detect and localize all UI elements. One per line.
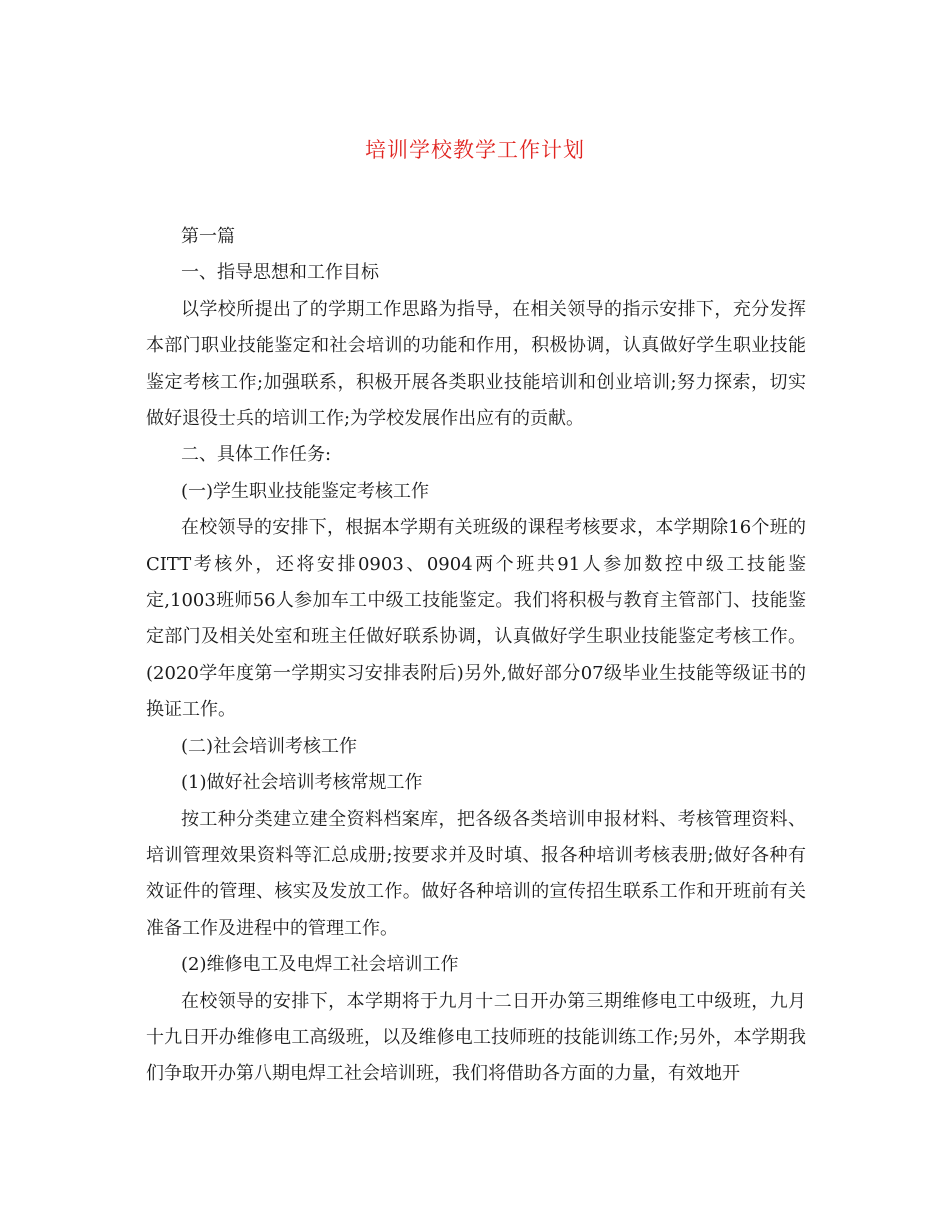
item-heading: (1)做好社会培训考核常规工作 xyxy=(181,772,423,794)
body-paragraph: 在校领导的安排下，本学期将于九月十二日开办第三期维修电工中级班，九月十九日开办维修电工高级班，以及维修电工技师班的技能训练工作;另外，本学期我们争取开办第八期电焊工社会培训班，我们将借助各方面的力量，有效地开 xyxy=(146,990,806,1085)
item-heading: (2)维修电工及电焊工社会培训工作 xyxy=(181,954,459,976)
body-paragraph: 以学校所提出了的学期工作思路为指导，在相关领导的指示安排下，充分发挥本部门职业技能鉴定和社会培训的功能和作用，积极协调，认真做好学生职业技能鉴定考核工作;加强联系，积极开展各类职业技能培训和创业培训;努力探索，切实做好退役士兵的培训工作;为学校发展作出应有的贡献。 xyxy=(146,298,806,430)
document-body xyxy=(146,219,806,1093)
section-heading: 二、具体工作任务: xyxy=(181,444,332,466)
subsection-heading: (一)学生职业技能鉴定考核工作 xyxy=(181,480,430,502)
section-heading: 一、指导思想和工作目标 xyxy=(181,262,379,284)
body-paragraph: 按工种分类建立建全资料档案库，把各级各类培训申报材料、考核管理资料、培训管理效果资料等汇总成册;按要求并及时填、报各种培训考核表册;做好各种有效证件的管理、核实及发放工作。做好各种培训的宣传招生联系工作和开班前有关准备工作及进程中的管理工作。 xyxy=(146,808,806,939)
section-label: 第一篇 xyxy=(181,226,235,247)
subsection-heading: (二)社会培训考核工作 xyxy=(181,735,358,757)
body-paragraph: 在校领导的安排下，根据本学期有关班级的课程考核要求，本学期除16个班的CITT考核外，还将安排0903、0904两个班共91人参加数控中级工技能鉴定,1003班师56人参加车工中级工技能鉴定。我们将积极与教育主管部门、技能鉴定部门及相关处室和班主任做好联系协调，认真做好学生职业技能鉴定考核工作。(2020学年度第一学期实习安排表附后)另外,做好部分07级毕业生技能等级证书的换证工作。 xyxy=(146,517,806,721)
document-title: 培训学校教学工作计划 xyxy=(365,138,585,162)
